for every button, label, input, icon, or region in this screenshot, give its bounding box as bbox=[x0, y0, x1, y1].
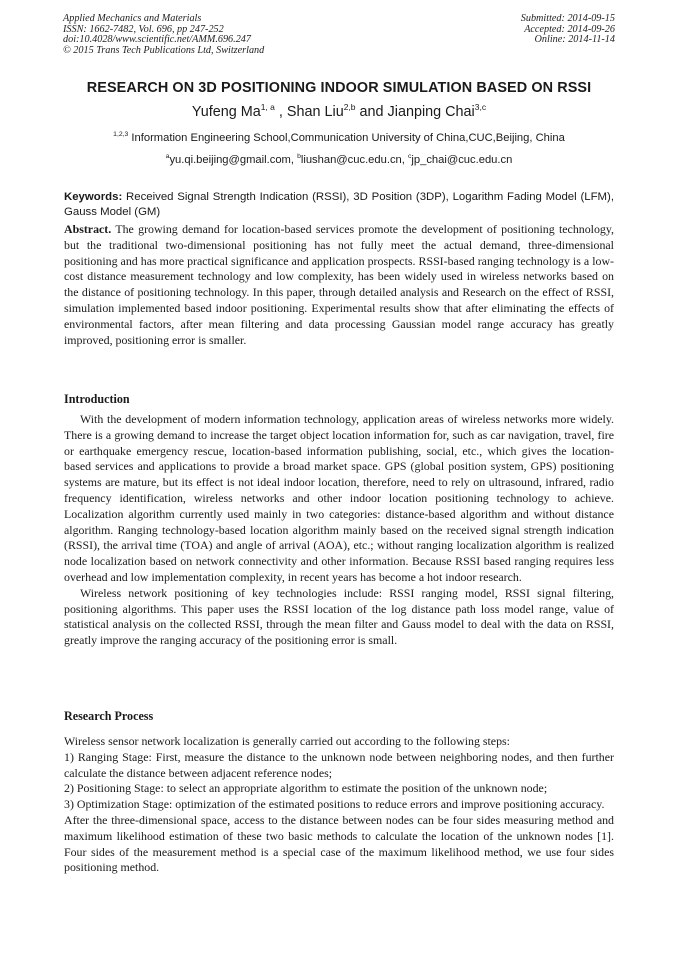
process-summary-paragraph: After the three-dimensional space, access to the distance between nodes can be four sides measuring method and maximum likelihood estimation of these two basic methods to calculate the location of the unknown nodes [1]. Four sides of the measurement method is a special case of the maximum likelihood method, we use four sides positioning method. bbox=[64, 812, 614, 875]
online-date: Online: 2014-11-14 bbox=[534, 34, 615, 46]
abstract-text: The growing demand for location-based services promote the development of positioning technology, but the traditional two-dimensional positioning has not fully meet the actual demand, three-dimensional positioning and has more practical significance and application prospects. RSSI-based ranging technology is a low-cost distance measurement technology and low complexity, has been widely used in wireless networks based on the distance of positioning technology. In this paper, through detailed analysis and Research on the effect of RSSI, simulation implemented based indoor positioning. Experimental results show that after eliminating the effects of environmental factors, after mean filtering and data processing Gaussian model range accuracy has greatly improved, positioning error is smaller. bbox=[64, 222, 614, 347]
introduction-heading: Introduction bbox=[64, 392, 130, 406]
author-separator: , bbox=[274, 104, 287, 120]
introduction-paragraph-1: With the development of modern information technology, application areas of wireless networks more widely. There is a growing demand to increase the target object location information for, such as car navigation, travel, fire or earthquake emergency rescue, location-based information publishing, social, etc., which gives the location-based services and applications to provide a broad market space. GPS (global position system, GPS) positioning systems are mature, but its effect is not ideal indoor location, therefore, need to rely on ultrasound, infrared, radio frequency identification, wireless networks and other indoor location positioning technology to achieve. Localization algorithm currently used mainly in two categories: distance-based algorithm and without distance algorithm. Ranging technology-based location algorithm mainly based on the received signal strength indication (RSSI), the arrival time (TOA) and angle of arrival (AOA), etc.; without ranging localization algorithm is realized node localization based on network connectivity and other information. Because RSSI based ranging requires less overhead and low implementation complexity, in recent years has become a hot indoor research. bbox=[64, 412, 614, 584]
journal-name: Applied Mechanics and Materials bbox=[63, 13, 202, 24]
author-1-affil: 1, a bbox=[260, 102, 275, 112]
journal-header bbox=[63, 14, 264, 56]
paper-title: RESEARCH ON 3D POSITIONING INDOOR SIMULATION BASED ON RSSI bbox=[86, 80, 592, 96]
research-process-heading: Research Process bbox=[64, 709, 154, 723]
process-intro-line: Wireless sensor network localization is generally carried out according to the following steps: bbox=[64, 734, 510, 748]
process-step-2: 2) Positioning Stage: to select an appropriate algorithm to estimate the position of the unknown node; bbox=[64, 781, 548, 796]
email-b: liushan@cuc.edu.cn, bbox=[300, 154, 408, 166]
abstract bbox=[64, 222, 614, 348]
email-marker-c: c bbox=[408, 153, 412, 160]
dates-header bbox=[521, 14, 615, 46]
process-step-1: 1) Ranging Stage: First, measure the distance to the unknown node between neighboring nodes, and then further calculate the distance between adjacent reference nodes; bbox=[64, 749, 614, 780]
process-step-3: 3) Optimization Stage: optimization of the estimated positions to reduce errors and improve positioning accuracy. bbox=[64, 797, 605, 812]
author-2: Shan Liu bbox=[286, 104, 344, 120]
email-c: jp_chai@cuc.edu.cn bbox=[411, 154, 513, 166]
keywords-label: Keywords: bbox=[64, 191, 123, 203]
author-2-affil: 2,b bbox=[343, 102, 356, 112]
introduction-body bbox=[64, 412, 614, 649]
author-1: Yufeng Ma bbox=[191, 104, 261, 120]
email-marker-b: b bbox=[297, 153, 301, 160]
keywords bbox=[64, 190, 614, 219]
doi-line: doi:10.4028/www.scientific.net/AMM.696.247 bbox=[63, 34, 251, 46]
author-3: Jianping Chai bbox=[387, 104, 475, 120]
abstract-label: Abstract. bbox=[64, 222, 112, 236]
affiliation bbox=[0, 132, 678, 144]
affiliation-text: Information Engineering School,Communication University of China,CUC,Beijing, China bbox=[128, 132, 565, 144]
author-list bbox=[0, 104, 678, 120]
abstract-paragraph bbox=[64, 222, 614, 348]
author-3-affil: 3,c bbox=[474, 102, 487, 112]
email-a: yu.qi.beijing@gmail.com, bbox=[169, 154, 298, 166]
affiliation-marker: 1,2,3 bbox=[113, 131, 129, 138]
author-separator: and bbox=[355, 104, 388, 120]
keywords-text: Received Signal Strength Indication (RSSI), 3D Position (3DP), Logarithm Fading Model (LFM), Gauss Model (GM) bbox=[64, 191, 614, 218]
accepted-date: Accepted: 2014-09-26 bbox=[524, 23, 615, 35]
email-marker-a: a bbox=[165, 153, 170, 160]
research-process-body bbox=[64, 734, 614, 876]
issn-line: ISSN: 1662-7482, Vol. 696, pp 247-252 bbox=[63, 23, 224, 35]
email-list bbox=[0, 154, 678, 166]
submitted-date: Submitted: 2014-09-15 bbox=[520, 13, 615, 24]
copyright-line: © 2015 Trans Tech Publications Ltd, Switzerland bbox=[63, 44, 265, 56]
introduction-paragraph-2: Wireless network positioning of key technologies include: RSSI ranging model, RSSI signal filtering, positioning algorithms. This paper uses the RSSI location of the log distance path loss model range, value of statistical analysis on the collected RSSI, through the mean filter and Gauss model to deal with the data on RSSI, greatly improve the ranging accuracy of the positioning error is small. bbox=[64, 585, 614, 648]
